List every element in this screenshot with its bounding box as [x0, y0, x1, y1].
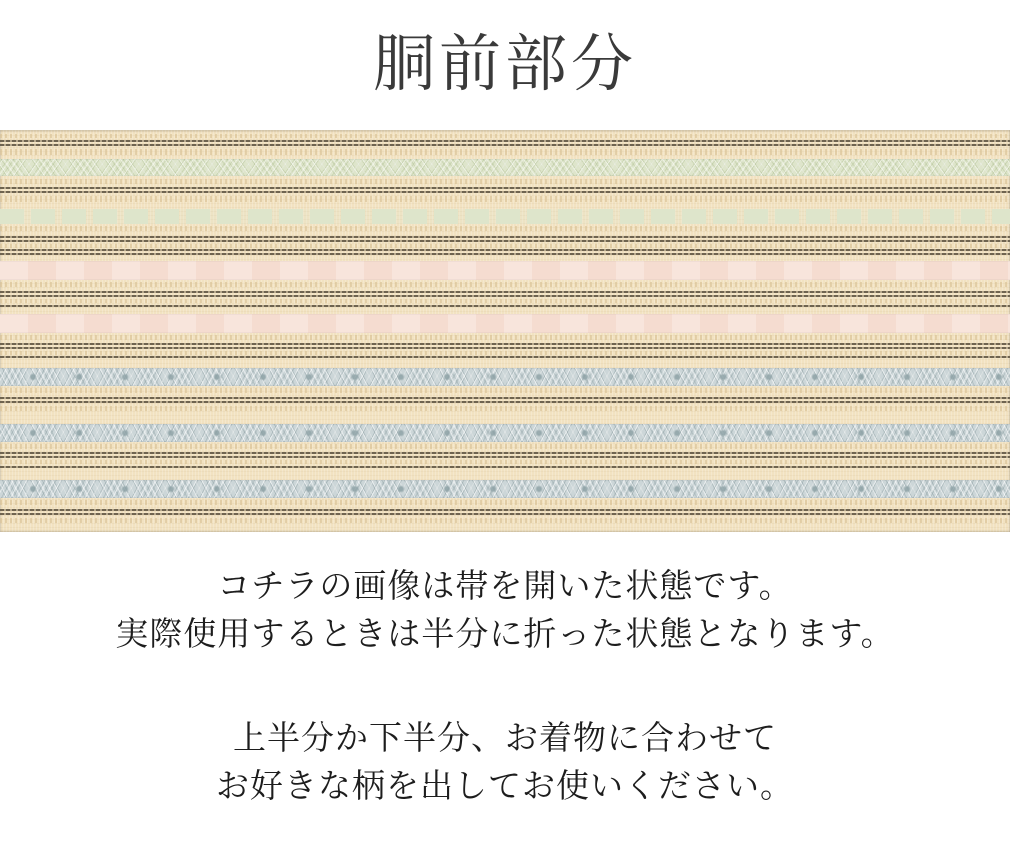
fabric-stripe-dark: [0, 236, 1010, 238]
caption-line-3: 上半分か下半分、お着物に合わせて: [233, 719, 777, 756]
fabric-stripe-dark: [0, 187, 1010, 189]
fabric-stripe-dark: [0, 305, 1010, 307]
fabric-stripe-ticks: [0, 444, 1010, 449]
fabric-stripe-ticks: [0, 134, 1010, 138]
fabric-stripe-dark: [0, 240, 1010, 242]
fabric-stripe-dark: [0, 144, 1010, 146]
caption-line-1: コチラの画像は帯を開いた状態です。: [217, 567, 793, 604]
fabric-stripe-blue-lattice: [0, 424, 1010, 442]
obi-fabric-image: [0, 130, 1010, 532]
fabric-stripe-dark: [0, 356, 1010, 358]
fabric-stripe-ticks: [0, 179, 1010, 184]
fabric-stripe-ticks: [0, 282, 1010, 287]
fabric-stripe-ticks: [0, 244, 1010, 248]
fabric-stripe-dark: [0, 249, 1010, 251]
page-title: 胴前部分: [372, 31, 637, 99]
caption-line-4: お好きな柄を出してお使いください。: [216, 767, 794, 804]
fabric-stripe-ticks: [0, 388, 1010, 393]
fabric-stripe-dark: [0, 343, 1010, 345]
fabric-stripe-dark: [0, 513, 1010, 515]
fabric-stripe-ticks: [0, 226, 1010, 231]
fabric-stripe-ticks: [0, 149, 1010, 155]
fabric-stripe-dark: [0, 253, 1010, 255]
fabric-stripe-ticks: [0, 406, 1010, 411]
caption-usage-hint: [0, 714, 1010, 810]
fabric-stripe-pink: [0, 261, 1010, 280]
caption-open-state: [0, 562, 1010, 658]
fabric-stripe-dark: [0, 466, 1010, 468]
fabric-stripe-sage-lattice: [0, 159, 1010, 176]
caption-line-2: 実際使用するときは半分に折った状態となります。: [115, 615, 895, 652]
fabric-stripe-dark: [0, 191, 1010, 193]
fabric-stripe-sage-blocks: [0, 209, 1010, 224]
fabric-stripe-dark: [0, 452, 1010, 454]
fabric-stripe-dark: [0, 291, 1010, 293]
fabric-stripe-blue-lattice: [0, 368, 1010, 386]
fabric-stripe-ticks: [0, 196, 1010, 202]
fabric-stripe-ticks: [0, 351, 1010, 355]
fabric-stripe-blue-lattice: [0, 480, 1010, 498]
fabric-stripe-pink: [0, 314, 1010, 333]
fabric-stripe-dark: [0, 401, 1010, 403]
title-section: [0, 0, 1010, 130]
fabric-stripe-dark: [0, 397, 1010, 399]
fabric-stripe-ticks: [0, 335, 1010, 340]
fabric-stripe-dark: [0, 509, 1010, 511]
fabric-stripe-ticks: [0, 518, 1010, 523]
fabric-stripe-dark: [0, 140, 1010, 142]
fabric-stripe-ticks: [0, 460, 1010, 464]
fabric-stripe-dark: [0, 295, 1010, 297]
fabric-stripe-ticks: [0, 500, 1010, 505]
fabric-stripe-ticks: [0, 299, 1010, 303]
fabric-stripe-dark: [0, 456, 1010, 458]
fabric-stripe-dark: [0, 347, 1010, 349]
